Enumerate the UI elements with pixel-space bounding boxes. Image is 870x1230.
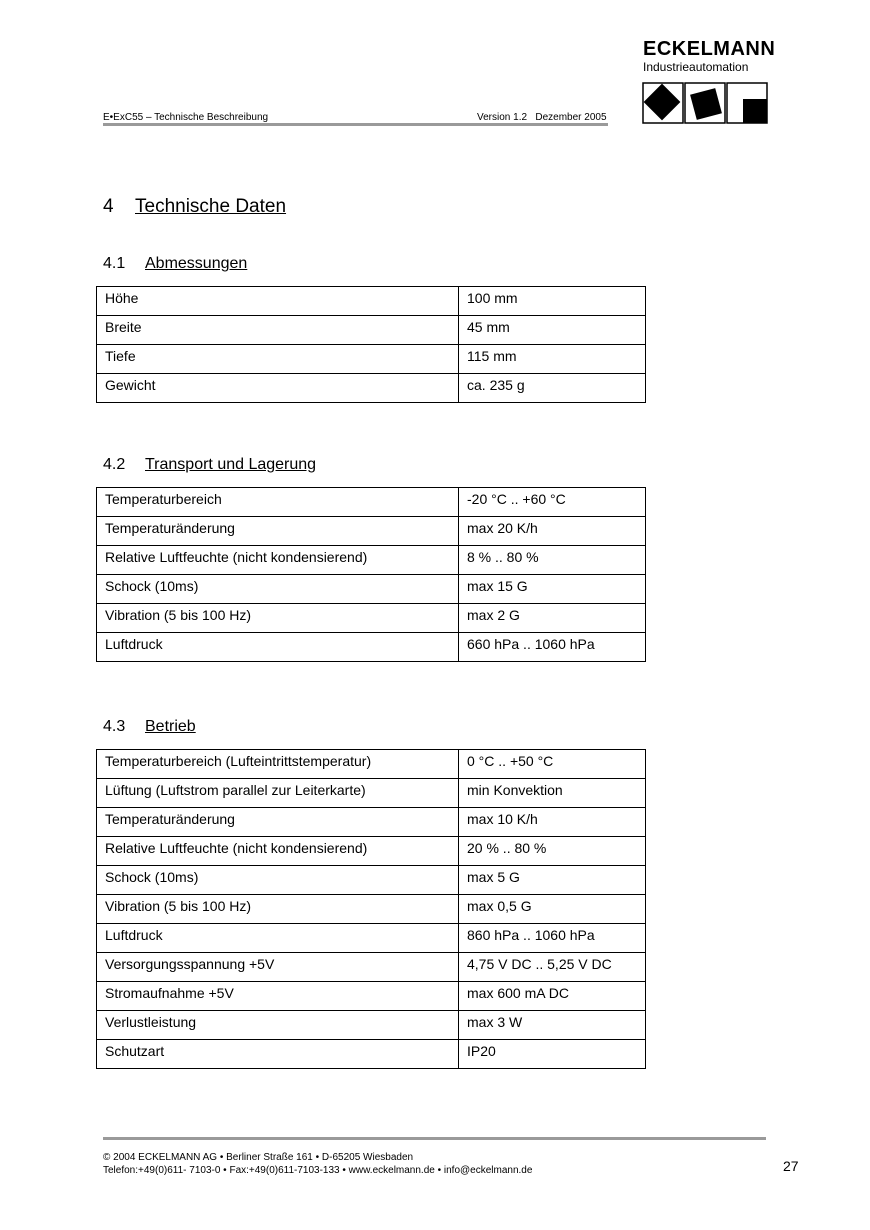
table-abmessungen (96, 286, 646, 403)
section-title: Betrieb (145, 718, 196, 735)
section-heading-betrieb (103, 718, 196, 736)
section-number: 4.3 (103, 718, 126, 735)
header-rule (103, 123, 608, 126)
param-value: min Konvektion (459, 779, 646, 808)
table-row (97, 895, 646, 924)
logo-company-name: ECKELMANN (643, 38, 776, 60)
param-label: Vibration (5 bis 100 Hz) (97, 604, 459, 633)
footer-contact: Telefon:+49(0)611- 7103-0 • Fax:+49(0)611-7103-133 • www.eckelmann.de • info@eckelmann.de (103, 1165, 533, 1176)
table-row (97, 924, 646, 953)
param-label: Breite (97, 316, 459, 345)
param-label: Höhe (97, 287, 459, 316)
section-heading-abmessungen (103, 255, 247, 273)
table-transport-lagerung (96, 487, 646, 662)
table-row (97, 779, 646, 808)
param-value: IP20 (459, 1040, 646, 1069)
table-row (97, 517, 646, 546)
table-row (97, 1011, 646, 1040)
param-value: max 0,5 G (459, 895, 646, 924)
param-value: 860 hPa .. 1060 hPa (459, 924, 646, 953)
param-value: max 5 G (459, 866, 646, 895)
table-row (97, 982, 646, 1011)
param-value: 0 °C .. +50 °C (459, 750, 646, 779)
table-row (97, 488, 646, 517)
param-label: Lüftung (Luftstrom parallel zur Leiterkarte) (97, 779, 459, 808)
chapter-number: 4 (103, 196, 114, 217)
param-value: max 15 G (459, 575, 646, 604)
param-value: 660 hPa .. 1060 hPa (459, 633, 646, 662)
param-value: -20 °C .. +60 °C (459, 488, 646, 517)
param-label: Temperaturänderung (97, 808, 459, 837)
param-label: Schock (10ms) (97, 866, 459, 895)
footer-rule (103, 1137, 766, 1140)
logo-squares-icon (642, 82, 768, 126)
table-row (97, 345, 646, 374)
page-number: 27 (783, 1158, 799, 1174)
param-value: max 3 W (459, 1011, 646, 1040)
param-value: max 20 K/h (459, 517, 646, 546)
table-row (97, 575, 646, 604)
table-row (97, 374, 646, 403)
param-label: Gewicht (97, 374, 459, 403)
section-title: Transport und Lagerung (145, 456, 317, 473)
param-label: Schutzart (97, 1040, 459, 1069)
param-label: Verlustleistung (97, 1011, 459, 1040)
param-label: Vibration (5 bis 100 Hz) (97, 895, 459, 924)
section-heading-transport (103, 456, 316, 474)
param-label: Temperaturänderung (97, 517, 459, 546)
param-label: Stromaufnahme +5V (97, 982, 459, 1011)
param-value: ca. 235 g (459, 374, 646, 403)
section-title: Abmessungen (145, 255, 248, 272)
param-label: Luftdruck (97, 924, 459, 953)
param-value: 8 % .. 80 % (459, 546, 646, 575)
table-row (97, 1040, 646, 1069)
param-value: max 600 mA DC (459, 982, 646, 1011)
param-label: Temperaturbereich (97, 488, 459, 517)
table-row (97, 633, 646, 662)
param-label: Tiefe (97, 345, 459, 374)
table-row (97, 866, 646, 895)
table-row (97, 287, 646, 316)
param-label: Versorgungsspannung +5V (97, 953, 459, 982)
param-label: Temperaturbereich (Lufteintrittstemperatur) (97, 750, 459, 779)
table-row (97, 953, 646, 982)
header-document-title: E•ExC55 – Technische Beschreibung (103, 112, 269, 123)
param-value: 4,75 V DC .. 5,25 V DC (459, 953, 646, 982)
param-label: Relative Luftfeuchte (nicht kondensierend) (97, 837, 459, 866)
table-row (97, 604, 646, 633)
param-label: Luftdruck (97, 633, 459, 662)
param-value: max 10 K/h (459, 808, 646, 837)
table-betrieb (96, 749, 646, 1069)
table-row (97, 546, 646, 575)
param-value: 20 % .. 80 % (459, 837, 646, 866)
footer-address: © 2004 ECKELMANN AG • Berliner Straße 161 • D-65205 Wiesbaden (103, 1152, 414, 1163)
table-row (97, 837, 646, 866)
param-value: max 2 G (459, 604, 646, 633)
section-number: 4.2 (103, 456, 126, 473)
table-row (97, 808, 646, 837)
table-row (97, 750, 646, 779)
table-row (97, 316, 646, 345)
section-number: 4.1 (103, 255, 126, 272)
param-value: 100 mm (459, 287, 646, 316)
chapter-title: Technische Daten (135, 196, 287, 217)
param-value: 45 mm (459, 316, 646, 345)
chapter-heading (103, 196, 286, 218)
param-value: 115 mm (459, 345, 646, 374)
header-version: Version 1.2 Dezember 2005 (477, 112, 607, 123)
param-label: Relative Luftfeuchte (nicht kondensierend) (97, 546, 459, 575)
logo-tagline: Industrieautomation (643, 60, 749, 74)
param-label: Schock (10ms) (97, 575, 459, 604)
